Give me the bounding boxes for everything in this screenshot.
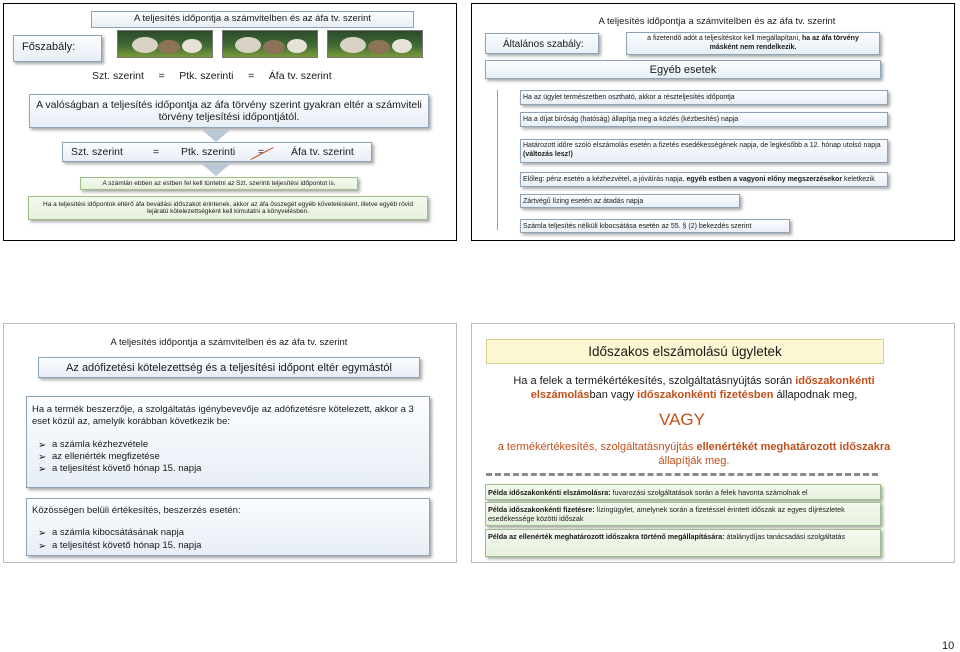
slide-3 bbox=[3, 323, 457, 563]
slide-4-paragraph-1 bbox=[494, 374, 894, 402]
foszabaly-label: Főszabály: bbox=[13, 35, 102, 62]
other-case-item-3 bbox=[520, 139, 888, 163]
example-1-label: Példa időszakonkénti elszámolásra: bbox=[488, 488, 611, 497]
example-1-text: fuvarozási szolgáltatások során a felek havonta számolnak el bbox=[610, 488, 808, 497]
slide-2 bbox=[471, 3, 955, 241]
p1-e: állapodnak meg, bbox=[773, 389, 858, 401]
reality-statement: A valóságban a teljesítés időpontja az áfa törvény szerint gyakran eltér a számviteli törvény teljesítési időpontjától. bbox=[29, 94, 429, 128]
example-3-text: átalánydíjas tanácsadási szolgáltatás bbox=[724, 532, 846, 541]
taxpayer-list-item: ➢ az ellenérték megfizetése bbox=[38, 451, 424, 463]
other-case-item-6: Számla teljesítés nélküli kibocsátása esetén az 55. § (2) bekezdés szerint bbox=[520, 219, 790, 233]
example-2 bbox=[485, 502, 881, 526]
note-vat-period: Ha a teljesítési időpontok eltérő áfa bevallási időszakot érintenek, akkor az áfa összegét egyéb követelésként, illetve egyéb rövid lejáratú kötelezettségként kell kimutatni a könyvelésben. bbox=[28, 196, 428, 220]
other-case-item-4-tail: keletkezik bbox=[842, 176, 875, 183]
slide-4-paragraph-2 bbox=[494, 440, 894, 468]
p2-c: állapítják meg. bbox=[658, 455, 730, 467]
general-rule-text-a: a fizetendő adót a teljesítéskor kell megállapítani, bbox=[647, 34, 803, 42]
down-arrow-1 bbox=[202, 130, 230, 142]
slide-2-title: A teljesítés időpontja a számvitelben és az áfa tv. szerint bbox=[598, 15, 836, 27]
other-cases-heading: Egyéb esetek bbox=[485, 60, 881, 79]
taxpayer-list-item: ➢ a számla kézhezvétele bbox=[38, 439, 424, 451]
p1-c: ban vagy bbox=[589, 389, 638, 401]
other-case-item-3-bold: (változás lesz!) bbox=[523, 150, 573, 158]
dashed-divider bbox=[486, 473, 878, 476]
example-2-text: lízingügylet, amelynek során a fizetéssel érintett időszak az egyes díjrészletek esedékessége közötti időszak bbox=[488, 505, 845, 523]
slide-3-title: A teljesítés időpontja a számvitelben és az áfa tv. szerint bbox=[110, 336, 348, 348]
other-case-item-3-text: Határozott időre szóló elszámolás esetén a fizetés esedékességének napja, de legkésőbb a 12. hónap utolsó napja bbox=[523, 142, 881, 149]
intra-community-box bbox=[26, 498, 430, 556]
taxpayer-list bbox=[32, 439, 424, 476]
rabbit-image-2 bbox=[222, 30, 318, 58]
eq2-ptk: Ptk. szerinti bbox=[181, 146, 236, 158]
rabbit-image-3 bbox=[327, 30, 423, 58]
taxpayer-intro: Ha a termék beszerzője, a szolgáltatás igénybevevője az adófizetésre kötelezett, akkor a 3 eset közül az, amelyik korábban következik be: bbox=[32, 404, 414, 428]
p1-d: időszakonkénti fizetésben bbox=[637, 389, 774, 401]
example-3 bbox=[485, 529, 881, 557]
slide-4-title: Időszakos elszámolású ügyletek bbox=[486, 339, 884, 364]
other-case-item-1: Ha az ügylet természetben osztható, akkor a részteljesítés időpontja bbox=[520, 90, 888, 105]
intra-community-list-item: ➢ a számla kibocsátásának napja bbox=[38, 527, 424, 539]
other-case-item-4-text: Előleg: pénz esetén a kézhezvétel, a jóváírás napja, bbox=[523, 176, 687, 183]
slide-4 bbox=[471, 323, 955, 563]
down-arrow-2 bbox=[202, 164, 230, 176]
p1-b: időszakonkénti elszámolás bbox=[530, 374, 875, 401]
eq2-afa: Áfa tv. szerint bbox=[291, 146, 354, 158]
eq2-eq2: = bbox=[258, 146, 265, 158]
eq2-szt: Szt. szerint bbox=[71, 146, 123, 158]
note-invoice: A számlán ebben az estben fel kell tüntetni az Szt. szerinti teljesítési időpontot is. bbox=[80, 177, 358, 190]
example-3-label: Példa az ellenérték meghatározott időszakra történő megállapítására: bbox=[488, 532, 725, 541]
eq2-eq1: = bbox=[153, 146, 160, 158]
p1-a: Ha a felek a termékértékesítés, szolgáltatásnyújtás során bbox=[513, 374, 796, 387]
other-case-item-4 bbox=[520, 172, 888, 187]
equation-not-equal bbox=[62, 142, 372, 162]
left-bracket bbox=[497, 90, 513, 230]
taxpayer-list-item: ➢ a teljesítést követő hónap 15. napja bbox=[38, 463, 424, 475]
general-rule-label: Általános szabály: bbox=[485, 33, 599, 54]
intra-community-list bbox=[32, 527, 424, 552]
p2-b: ellenértékét meghatározott időszakra bbox=[696, 440, 891, 453]
equation-main: Szt. szerint = Ptk. szerinti = Áfa tv. szerint bbox=[92, 70, 332, 82]
other-case-item-2: Ha a díjat bíróság (hatóság) állapítja meg a közlés (kézbesítés) napja bbox=[520, 112, 888, 127]
slide-3-heading: Az adófizetési kötelezettség és a teljesítési időpont eltér egymástól bbox=[38, 357, 420, 378]
other-case-item-4-bold: egyéb estben a vagyoni előny megszerzésekor bbox=[686, 176, 843, 183]
other-case-item-5: Zártvégű lízing esetén az átadás napja bbox=[520, 194, 740, 208]
vagy-label: VAGY bbox=[659, 410, 705, 429]
slide-1 bbox=[3, 3, 457, 241]
page-number: 10 bbox=[942, 640, 955, 652]
rabbit-image-1 bbox=[117, 30, 213, 58]
slide-1-title: A teljesítés időpontja a számvitelben és az áfa tv. szerint bbox=[91, 11, 414, 28]
intra-community-list-item: ➢ a teljesítést követő hónap 15. napja bbox=[38, 540, 424, 552]
intra-community-intro: Közösségen belüli értékesítés, beszerzés esetén: bbox=[32, 505, 241, 516]
example-2-label: Példa időszakonkénti fizetésre: bbox=[488, 505, 595, 514]
taxpayer-box bbox=[26, 396, 430, 488]
example-1 bbox=[485, 484, 881, 500]
general-rule-text-b: ha az áfa törvény másként nem rendelkezik. bbox=[709, 34, 859, 51]
p2-a: a termékértékesítés, szolgáltatásnyújtás bbox=[497, 440, 697, 453]
general-rule-text bbox=[626, 32, 880, 55]
